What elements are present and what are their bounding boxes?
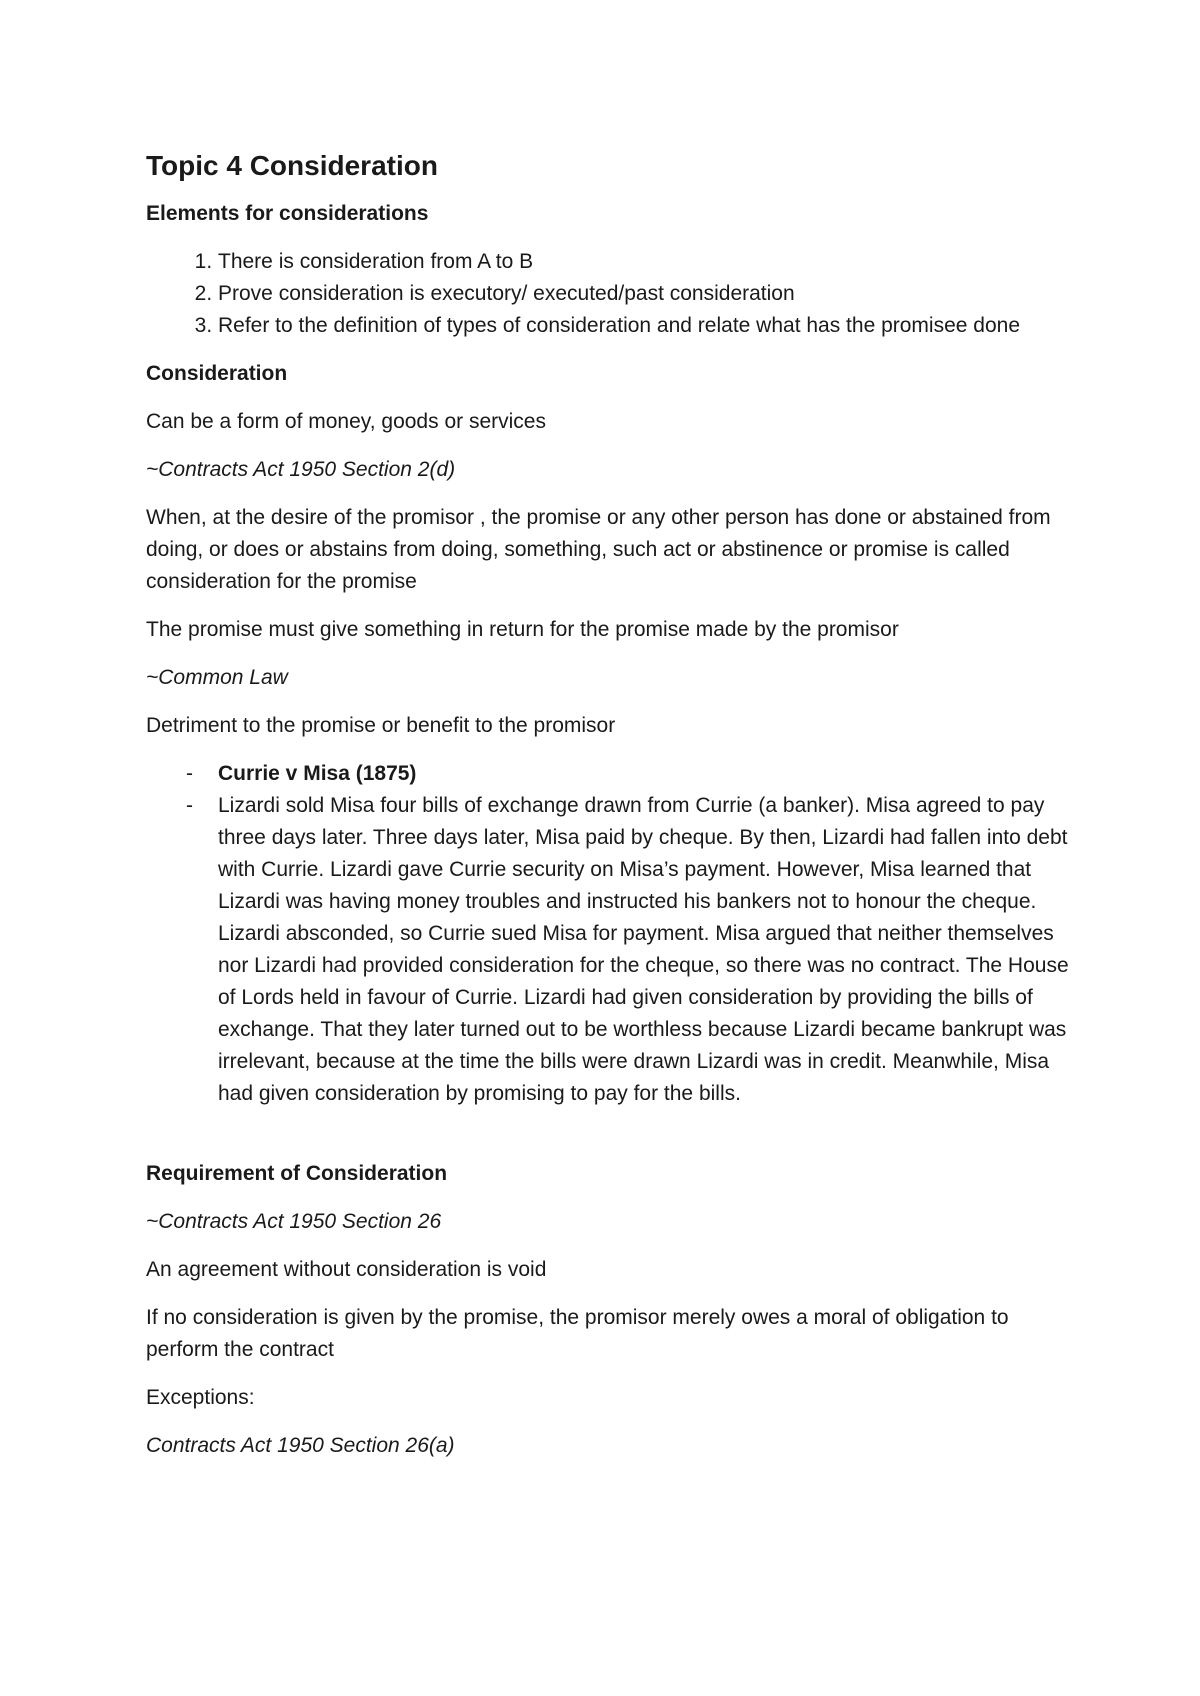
common-law-reference: ~Common Law	[146, 666, 288, 689]
common-law-text: Detriment to the promise or benefit to the promisor	[146, 714, 616, 737]
exceptions-label: Exceptions:	[146, 1386, 255, 1409]
moral-obligation-text: If no consideration is given by the promise, the promisor merely owes a moral of obligation to perform the contract	[146, 1306, 1009, 1361]
case-list	[146, 758, 1071, 1110]
document-page	[146, 148, 1071, 1478]
section-26-reference: ~Contracts Act 1950 Section 26	[146, 1210, 442, 1233]
section-2d-reference: ~Contracts Act 1950 Section 2(d)	[146, 458, 456, 481]
list-item: 3. Refer to the definition of types of consideration and relate what has the promisee done	[218, 310, 1071, 342]
list-item: 1. There is consideration from A to B	[218, 246, 1071, 278]
list-item	[146, 790, 1071, 1110]
void-text: An agreement without consideration is void	[146, 1258, 547, 1281]
consideration-heading: Consideration	[146, 362, 288, 385]
dash-bullet: -	[186, 762, 193, 785]
elements-list	[146, 246, 1071, 342]
requirement-heading: Requirement of Consideration	[146, 1162, 448, 1185]
blank-line	[146, 1126, 1071, 1158]
page-title: Topic 4 Consideration	[146, 150, 438, 181]
list-item: 2. Prove consideration is executory/ executed/past consideration	[218, 278, 1071, 310]
case-name: Currie v Misa (1875)	[218, 762, 417, 785]
promise-return-text: The promise must give something in return for the promise made by the promisor	[146, 618, 899, 641]
consideration-form-text: Can be a form of money, goods or services	[146, 410, 546, 433]
section-26a-reference: Contracts Act 1950 Section 26(a)	[146, 1434, 455, 1457]
list-item	[146, 758, 1071, 790]
elements-heading: Elements for considerations	[146, 202, 429, 225]
dash-bullet: -	[186, 794, 193, 817]
section-2d-text: When, at the desire of the promisor , the promise or any other person has done or abstained from doing, or does or abstains from doing, something, such act or abstinence or promise is called consideration for the promise	[146, 506, 1051, 593]
case-summary: Lizardi sold Misa four bills of exchange drawn from Currie (a banker). Misa agreed to pay three days later. Three days later, Misa paid by cheque. By then, Lizardi had fallen into debt with Currie. Lizardi gave Currie security on Misa’s payment. However, Misa learned that Lizardi was having money troubles and instructed his bankers not to honour the cheque. Lizardi absconded, so Currie sued Misa for payment. Misa argued that neither themselves nor Lizardi had provided consideration for the cheque, so there was no contract. The House of Lords held in favour of Currie. Lizardi had given consideration by providing the bills of exchange. That they later turned out to be worthless because Lizardi became bankrupt was irrelevant, because at the time the bills were drawn Lizardi was in credit. Meanwhile, Misa had given consideration by promising to pay for the bills.	[218, 794, 1069, 1105]
